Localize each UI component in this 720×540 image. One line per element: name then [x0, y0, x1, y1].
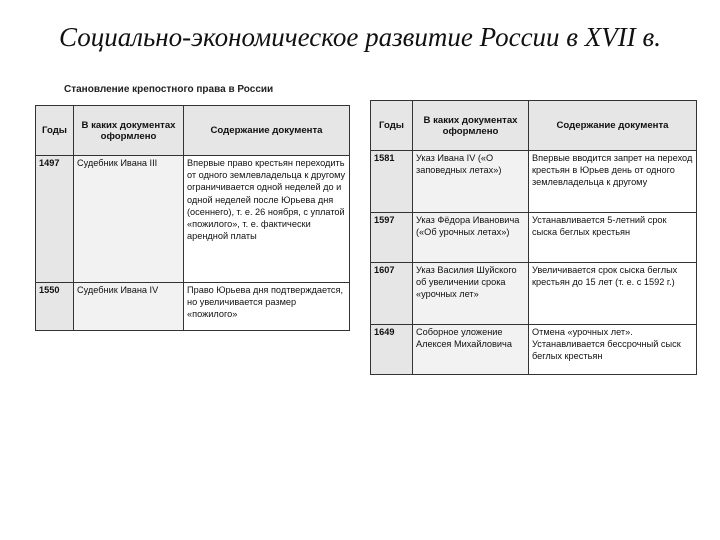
table-caption: Становление крепостного права в России — [64, 84, 274, 95]
row-content: Увеличивается срок сыска беглых крестьян до 15 лет (т. е. с 1592 г.) — [529, 263, 697, 325]
row-year: 1581 — [371, 151, 413, 213]
row-year: 1550 — [36, 283, 74, 331]
row-document: Судебник Ивана III — [74, 156, 184, 283]
serfdom-table-right — [370, 100, 697, 375]
header-content: Содержание документа — [184, 106, 350, 156]
row-document: Указ Фёдора Ивановича («Об урочных летах») — [413, 213, 529, 263]
slide-title: Социально-экономическое развитие России в XVII в. — [59, 22, 661, 52]
row-content: Отмена «урочных лет». Устанавливается бессрочный сыск беглых крестьян — [529, 325, 697, 375]
row-document: Указ Ивана IV («О заповедных летах») — [413, 151, 529, 213]
table-row — [36, 156, 350, 283]
row-year: 1607 — [371, 263, 413, 325]
row-document: Указ Василия Шуйского об увеличении срока «урочных лет» — [413, 263, 529, 325]
header-document: В каких документах оформлено — [74, 106, 184, 156]
row-content: Устанавливается 5-летний срок сыска беглых крестьян — [529, 213, 697, 263]
header-year: Годы — [371, 101, 413, 151]
table-row — [36, 283, 350, 331]
row-document: Соборное уложение Алексея Михайловича — [413, 325, 529, 375]
row-year: 1649 — [371, 325, 413, 375]
table-row — [371, 151, 697, 213]
row-document: Судебник Ивана IV — [74, 283, 184, 331]
row-year: 1497 — [36, 156, 74, 283]
header-year: Годы — [36, 106, 74, 156]
serfdom-table-left — [35, 105, 350, 331]
header-document: В каких документах оформлено — [413, 101, 529, 151]
row-year: 1597 — [371, 213, 413, 263]
table-row — [371, 263, 697, 325]
header-content: Содержание документа — [529, 101, 697, 151]
row-content: Впервые вводится запрет на переход крестьян в Юрьев день от одного землевладельца к другому — [529, 151, 697, 213]
table-row — [371, 213, 697, 263]
row-content: Впервые право крестьян переходить от одного землевладельца к другому ограничивается одной неделей до и одной неделей после Юрьева дня (осеннего), т. е. 26 ноября, с уплатой «пожилого», т. е. фактически арендной платы — [184, 156, 350, 283]
table-row — [371, 325, 697, 375]
row-content: Право Юрьева дня подтверждается, но увеличивается размер «пожилого» — [184, 283, 350, 331]
